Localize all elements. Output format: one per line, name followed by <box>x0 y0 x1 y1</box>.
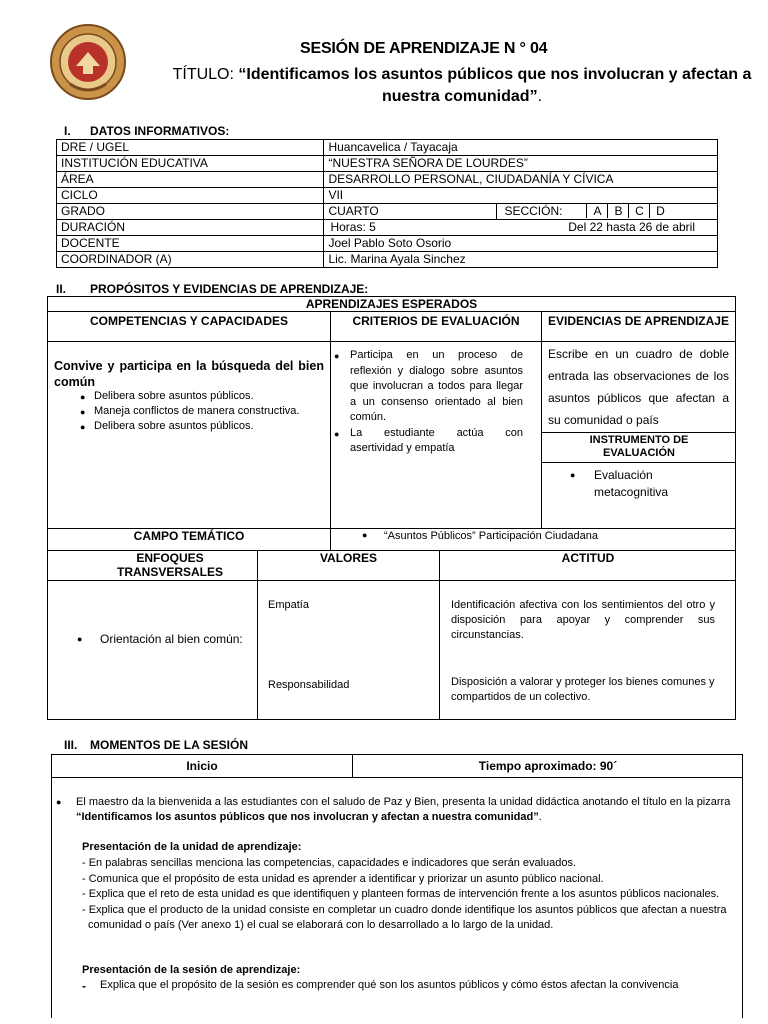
info-value: VII <box>324 188 718 204</box>
divider <box>439 550 440 720</box>
section-1-title: DATOS INFORMATIVOS: <box>90 124 230 138</box>
table-row <box>57 172 718 188</box>
instrument-item <box>570 467 710 501</box>
list-item: ● Delibera sobre asuntos públicos. <box>80 419 320 434</box>
enfoque-value: Orientación al bien común: <box>100 632 243 646</box>
info-label: INSTITUCIÓN EDUCATIVA <box>57 156 324 172</box>
section-option: A <box>586 204 607 218</box>
section-1-heading <box>64 124 229 138</box>
col-competencies: COMPETENCIAS Y CAPACIDADES <box>89 314 289 328</box>
section-option: C <box>628 204 649 218</box>
list-item: ● La estudiante actúa con asertividad y empatía <box>334 426 523 457</box>
inicio-label: Inicio <box>186 759 218 773</box>
info-value: CUARTO <box>328 204 379 218</box>
tiempo-label: Tiempo aproximado: 90´ <box>478 759 618 773</box>
section-option: D <box>649 204 670 218</box>
table-row <box>57 204 718 220</box>
actitud-label: ACTITUD <box>561 551 615 565</box>
divider <box>541 462 736 463</box>
info-value: Lic. Marina Ayala Sinchez <box>324 252 718 268</box>
list-item: ● Delibera sobre asuntos públicos. <box>80 389 320 404</box>
instrument-value: Evaluación metacognitiva <box>594 468 669 499</box>
instrument-label: INSTRUMENTO DE EVALUACIÓN <box>589 434 689 459</box>
title-end: . <box>537 88 543 105</box>
table-row <box>57 156 718 172</box>
unit-presentation-heading: Presentación de la unidad de aprendizaje: <box>82 841 302 853</box>
criteria-list <box>334 348 523 457</box>
info-label: DOCENTE <box>57 236 324 252</box>
section-3-title: MOMENTOS DE LA SESIÓN <box>90 738 249 752</box>
capacities-list <box>80 389 320 434</box>
bullet-icon: ● <box>77 634 83 644</box>
expected-learnings-header: APRENDIZAJES ESPERADOS <box>305 297 478 311</box>
table-row <box>57 140 718 156</box>
bullet-icon: ● <box>56 797 62 807</box>
divider <box>47 341 736 342</box>
list-item: - Explica que el reto de esta unidad es que identifiquen y planteen formas de intervención frente a los asuntos públicos nacionales. <box>82 888 720 900</box>
valor-item: Responsabilidad <box>268 679 350 691</box>
dash-icon: - <box>82 979 86 993</box>
duration-cell <box>324 220 718 236</box>
info-value: Joel Pablo Soto Osorio <box>324 236 718 252</box>
unit-presentation-list <box>82 856 732 934</box>
title-text: “Identificamos los asuntos públicos que nos involucran y afectan a nuestra comunidad” <box>238 66 752 105</box>
bullet-icon: ● <box>362 530 368 540</box>
table-row <box>57 252 718 268</box>
info-value: Horas: 5 <box>330 220 376 234</box>
actitud-item: Identificación afectiva con los sentimientos del otro y disposición para apoyar y comprender sus circunstancias. <box>451 599 715 641</box>
bullet-icon: ● <box>570 470 576 480</box>
intro-paragraph <box>76 795 736 825</box>
intro-title: “Identificamos los asuntos públicos que nos involucran y afectan a nuestra comunidad” <box>76 811 539 823</box>
dates-value: Del 22 hasta 26 de abril <box>568 220 695 234</box>
info-value: Huancavelica / Tayacaja <box>324 140 718 156</box>
info-value: DESARROLLO PERSONAL, CIUDADANÍA Y CÍVICA <box>324 172 718 188</box>
divider <box>51 778 52 1018</box>
enfoques-label: ENFOQUES TRANSVERSALES <box>116 551 223 579</box>
info-label: GRADO <box>57 204 324 220</box>
list-item: Explica que el propósito de la sesión es comprender qué son los asuntos públicos y cómo éstos afectan la convivencia <box>100 979 679 991</box>
list-item: - Comunica que el propósito de esta unidad es aprender a identificar y priorizar un asunto público nacional. <box>82 872 604 885</box>
title-label: TÍTULO: <box>172 66 234 83</box>
valores-label: VALORES <box>319 551 378 565</box>
divider <box>330 311 331 550</box>
campo-tematico-value: “Asuntos Públicos” Participación Ciudadana <box>384 530 599 542</box>
divider <box>257 550 258 720</box>
section-label: SECCIÓN: <box>504 204 563 218</box>
table-row <box>57 220 718 236</box>
section-2-heading <box>56 282 368 296</box>
divider <box>47 580 736 581</box>
section-option: B <box>607 204 628 218</box>
info-label: ÁREA <box>57 172 324 188</box>
divider <box>742 778 743 1018</box>
list-item: ● Participa en un proceso de reflexión y dialogo sobre asuntos que involucran a todos para llegar a un consenso orientado al bien común. <box>334 348 523 426</box>
grade-section-cell <box>324 204 718 220</box>
section-2-title: PROPÓSITOS Y EVIDENCIAS DE APRENDIZAJE: <box>90 282 369 296</box>
list-item: ● Maneja conflictos de manera constructiva. <box>80 404 320 419</box>
col-criteria: CRITERIOS DE EVALUACIÓN <box>352 314 520 328</box>
info-label: DRE / UGEL <box>57 140 324 156</box>
divider <box>541 432 736 433</box>
session-title: SESIÓN DE APRENDIZAJE N ° 04 <box>300 40 548 57</box>
info-label: COORDINADOR (A) <box>57 252 324 268</box>
session-presentation-heading: Presentación de la sesión de aprendizaje: <box>82 964 301 976</box>
section-3-heading <box>64 738 248 752</box>
table-row <box>57 236 718 252</box>
table-row <box>57 188 718 204</box>
section-2-number: II. <box>56 282 67 296</box>
campo-tematico-label: CAMPO TEMÁTICO <box>133 529 245 543</box>
competency-text: Convive y participa en la búsqueda del bien común <box>54 359 324 389</box>
section-3-number: III. <box>64 738 78 752</box>
divider <box>541 311 542 528</box>
intro-end: . <box>538 811 542 823</box>
intro-text: El maestro da la bienvenida a las estudiantes con el saludo de Paz y Bien, presenta la unidad didáctica anotando el título en la pizarra <box>76 796 731 808</box>
divider <box>47 311 736 312</box>
divider <box>496 204 497 219</box>
school-seal-logo <box>48 22 128 102</box>
list-item: - En palabras sencillas menciona las competencias, capacidades e indicadores que serán evaluados. <box>82 857 577 869</box>
section-options <box>586 204 695 218</box>
document-title <box>172 64 752 108</box>
info-label: DURACIÓN <box>57 220 324 236</box>
info-label: CICLO <box>57 188 324 204</box>
valor-item: Empatía <box>268 599 309 611</box>
actitud-item: Disposición a valorar y proteger los bienes comunes y compartidos de un colectivo. <box>451 676 715 703</box>
list-item: - Explica que el producto de la unidad consiste en completar un cuadro donde identifique los asuntos públicos que afectan a nuestra comunidad o país (Ver anexo 1) el cual se elaborará con lo desarrollado a lo largo de la unidad. <box>82 903 727 931</box>
col-evidence: EVIDENCIAS DE APRENDIZAJE <box>548 314 729 328</box>
info-table <box>56 139 718 268</box>
evidence-text: Escribe en un cuadro de doble entrada las observaciones de los asuntos públicos que afectan a su comunidad o país <box>548 347 729 427</box>
info-value: “NUESTRA SEÑORA DE LOURDES” <box>324 156 718 172</box>
section-1-number: I. <box>64 124 71 138</box>
